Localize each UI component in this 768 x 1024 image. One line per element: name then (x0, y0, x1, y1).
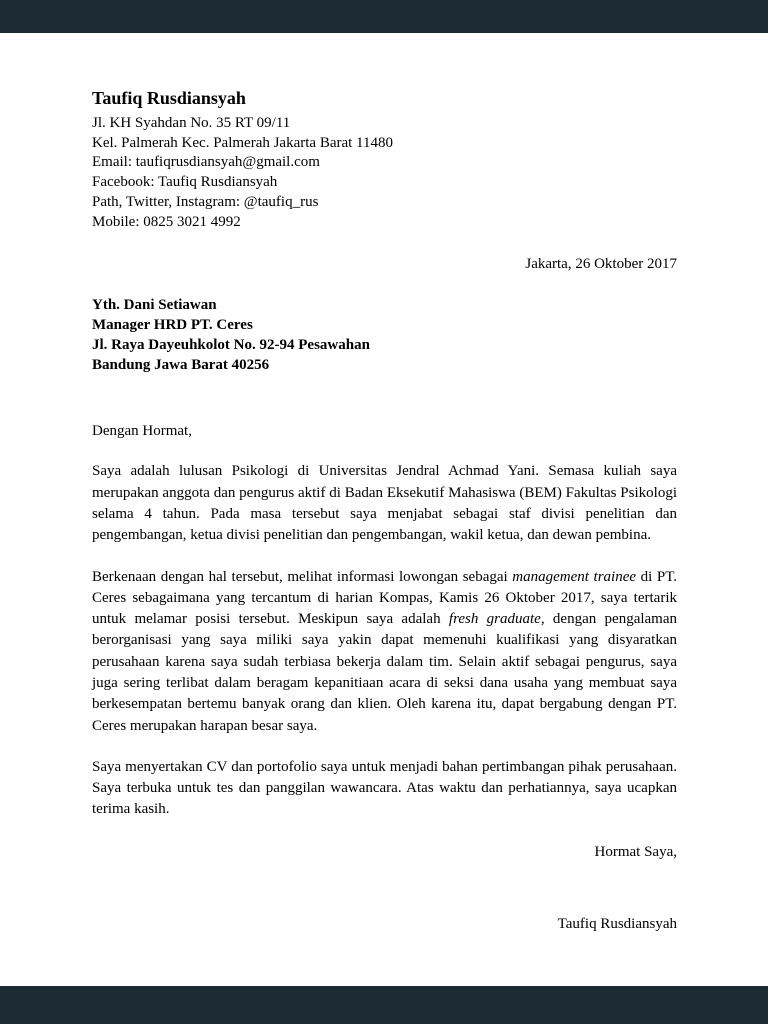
salutation: Dengan Hormat, (92, 422, 192, 439)
sender-email-line: Email: taufiqrusdiansyah@gmail.com (92, 154, 320, 171)
body-paragraph-2 (92, 567, 677, 737)
recipient-name: Yth. Dani Setiawan (92, 297, 217, 314)
para2-segment-5: , dengan pengalaman berorganisasi yang saya miliki saya yakin dapat memenuhi kualifikasi yang disyaratkan perusahaan karena saya sudah terbiasa bekerja dalam tim. Selain aktif sebagai pengurus, saya juga sering terlibat dalam beragam kepanitiaan acara di seksi dana usaha yang membuat saya berkesempatan bertemu banyak orang dan klien. Oleh karena itu, dapat bergabung dengan PT. Ceres merupakan harapan besar saya. (92, 611, 678, 734)
dateline: Jakarta, 26 Oktober 2017 (525, 255, 677, 272)
recipient-title: Manager HRD PT. Ceres (92, 317, 253, 334)
sender-facebook-line: Facebook: Taufiq Rusdiansyah (92, 174, 278, 191)
recipient-address-city: Bandung Jawa Barat 40256 (92, 356, 270, 373)
sender-name: Taufiq Rusdiansyah (92, 88, 246, 108)
viewer-bottom-bar (0, 986, 768, 1024)
body-paragraph-1: Saya adalah lulusan Psikologi di Universitas Jendral Achmad Yani. Semasa kuliah saya merupakan anggota dan pengurus aktif di Badan Eksekutif Mahasiswa (BEM) Fakultas Psikologi selama 4 tahun. Pada masa tersebut saya menjabat sebagai staf divisi penelitian dan pengembangan, ketua divisi penelitian dan pengembangan, wakil ketua, dan dewan pembina. (92, 463, 677, 544)
sender-social-line: Path, Twitter, Instagram: @taufiq_rus (92, 193, 319, 210)
body-paragraph-3: Saya menyertakan CV dan portofolio saya untuk menjadi bahan pertimbangan pihak perusahaan. Saya terbuka untuk tes dan panggilan wawancara. Atas waktu dan perhatiannya, saya ucapkan terima kasih. (92, 758, 677, 818)
sender-mobile-line: Mobile: 0825 3021 4992 (92, 213, 241, 230)
para2-italic-fresh-graduate: fresh graduate (448, 611, 541, 628)
recipient-address-street: Jl. Raya Dayeuhkolot No. 92-94 Pesawahan (92, 336, 370, 353)
signature-name: Taufiq Rusdiansyah (557, 915, 677, 932)
para2-segment-3: di PT. Ceres sebagaimana yang tercantum di harian Kompas, Kamis 26 Oktober 2017, saya tertarik untuk melamar posisi tersebut. Meskipun saya adalah (92, 568, 678, 628)
viewer-top-bar (0, 0, 768, 33)
para2-segment-1: Berkenaan dengan hal tersebut, melihat informasi lowongan sebagai (92, 568, 513, 585)
recipient-block (92, 296, 677, 375)
letter-page (0, 33, 768, 986)
sender-address-line-2: Kel. Palmerah Kec. Palmerah Jakarta Barat 11480 (92, 134, 393, 151)
para2-italic-management-trainee: management trainee (512, 568, 637, 585)
closing-phrase: Hormat Saya, (594, 843, 677, 860)
sender-address-line-1: Jl. KH Syahdan No. 35 RT 09/11 (92, 114, 291, 131)
